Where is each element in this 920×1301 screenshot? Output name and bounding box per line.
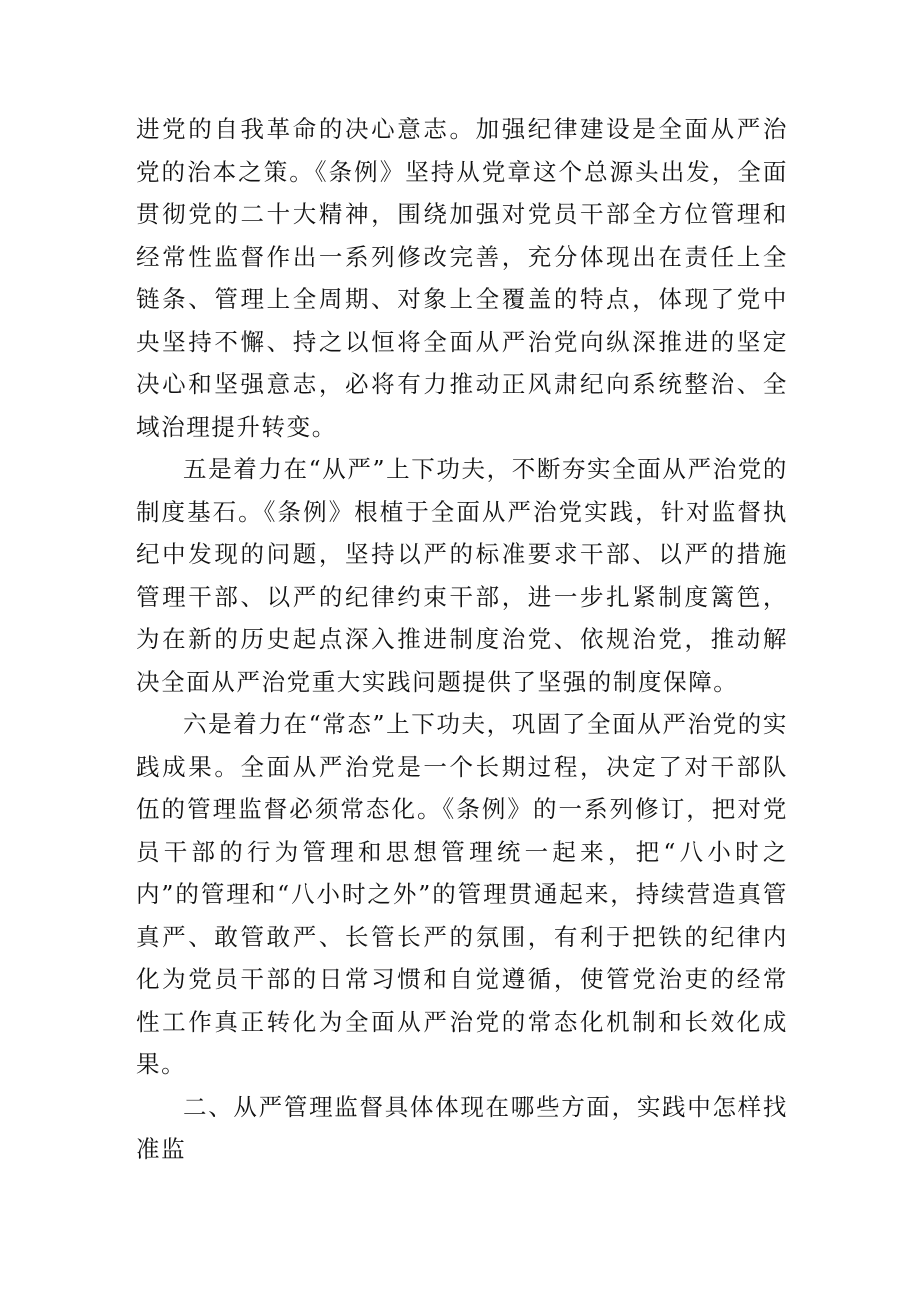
document-body bbox=[136, 108, 788, 1171]
section-heading-two: 二、从严管理监督具体体现在哪些方面，实践中怎样找准监 bbox=[136, 1092, 788, 1163]
paragraph-point-six: 六是着力在“常态”上下功夫，巩固了全面从严治党的实践成果。全面从严治党是一个长期过程，决定了对干部队伍的管理监督必须常态化。《条例》的一系列修订，把对党员干部的行为管理和思想管理统一起来，把“八小时之内”的管理和“八小时之外”的管理贯通起来，持续营造真管真严、敢管敢严、长管长严的氛围，有利于把铁的纪律内化为党员干部的日常习惯和自觉遵循，使管党治吏的经常性工作真正转化为全面从严治党的常态化机制和长效化成果。 bbox=[136, 710, 788, 1078]
paragraph-point-five: 五是着力在“从严”上下功夫，不断夯实全面从严治党的制度基石。《条例》根植于全面从严治党实践，针对监督执纪中发现的问题，坚持以严的标准要求干部、以严的措施管理干部、以严的纪律约束干部，进一步扎紧制度篱笆，为在新的历史起点深入推进制度治党、依规治党，推动解决全面从严治党重大实践问题提供了坚强的制度保障。 bbox=[136, 455, 788, 696]
paragraph-continuation: 进党的自我革命的决心意志。加强纪律建设是全面从严治党的治本之策。《条例》坚持从党章这个总源头出发，全面贯彻党的二十大精神，围绕加强对党员干部全方位管理和经常性监督作出一系列修改完善，充分体现出在责任上全链条、管理上全周期、对象上全覆盖的特点，体现了党中央坚持不懈、持之以恒将全面从严治党向纵深推进的坚定决心和坚强意志，必将有力推动正风肃纪向系统整治、全域治理提升转变。 bbox=[136, 115, 788, 441]
